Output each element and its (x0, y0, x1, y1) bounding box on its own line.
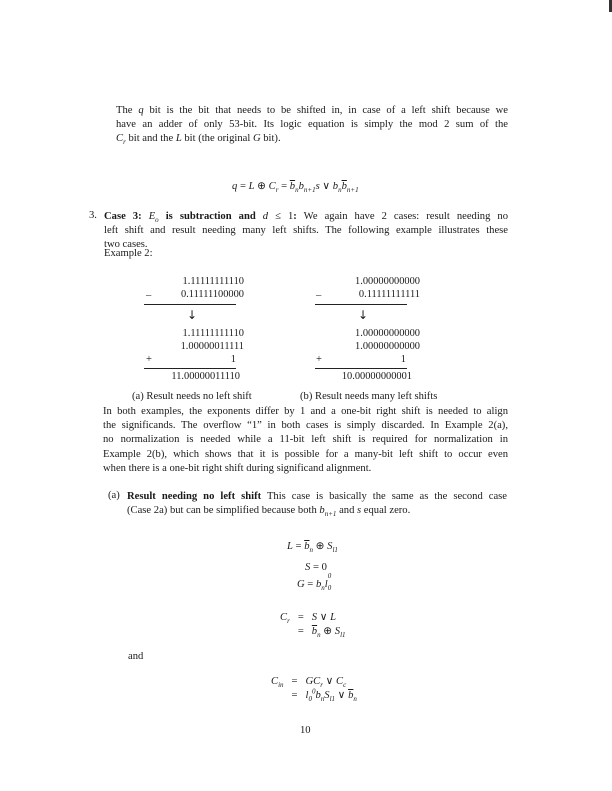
example-label: Example 2: (104, 248, 153, 259)
plus-sign: + (146, 354, 152, 365)
result: 10.00000000001 (341, 371, 412, 382)
rule (144, 368, 236, 369)
lhs: $C_{in}$ (271, 675, 284, 689)
eq-sign: = (291, 689, 298, 701)
down-arrow-icon: ↓ (187, 308, 198, 322)
sum-row-3: 1 (400, 354, 406, 365)
subcase-a-label: (a) (108, 490, 120, 501)
text-line: the significands. The overflow “1” in both cases is simply discarded. In Example 2(a), (103, 420, 508, 432)
text-line: two cases. (104, 239, 148, 251)
eq-sign: = (297, 625, 304, 637)
text-line: (Case 2a) but can be simplified because both $b_{n+1}$ and s equal zero. (127, 505, 411, 519)
text-line: have an adder of only 53-bit. Its logic equation is simply the mod 2 sum of the (116, 119, 508, 131)
text-line: Case 3: $E_o$ is subtraction and d ≤ 1: We again have 2 cases: result needing no (104, 211, 508, 225)
sum-row-1: 1.11111111110 (182, 328, 244, 339)
text-line (127, 490, 507, 504)
subtrahend: 0.11111111111 (358, 289, 420, 300)
equation-q: q = L ⊕ $C_r = \overline{b}_nb_{n+1}s$ ∨ $b_n\overline{b}_{n+1}$ (232, 181, 359, 195)
and-word: and (128, 651, 144, 662)
subcase-a-heading: Result needing no left shift (127, 491, 262, 502)
text-line: Example 2(b), which shows that it is possible for a many-bit left shift to occur even (103, 448, 508, 460)
subcase-a-text: This case is basically the same as the second case (266, 491, 507, 502)
rhs: S ∨ L (311, 612, 337, 623)
rule (315, 368, 407, 369)
eq-sign: = (297, 611, 304, 623)
rhs: $l_0^0b_nS_{l1}$ ∨ $\overline{b}_n$ (305, 687, 357, 704)
page-number: 10 (300, 725, 311, 736)
sum-row-2: 1.00000011111 (180, 341, 244, 352)
paragraph-q-bit (116, 104, 508, 147)
minuend: 1.00000000000 (355, 276, 420, 287)
minus-sign: _ (316, 286, 322, 297)
plus-sign: + (316, 354, 322, 365)
text-line: $C_r$ bit and the L bit (the original G bit). (116, 133, 281, 147)
equation-Cr (276, 610, 350, 638)
sum-row-1: 1.00000000000 (355, 328, 420, 339)
subtrahend: 0.11111100000 (180, 289, 244, 300)
result: 11.00000011110 (171, 371, 240, 382)
caption-a: (a) Result needs no left shift (132, 391, 252, 402)
equation-L: $L = \overline{b}_n$ ⊕ $S_{l1}$ (287, 541, 338, 555)
rule (144, 304, 236, 305)
paragraph-subcase-a (127, 490, 507, 518)
text-line: In both examples, the exponents differ by 1 and a one-bit right shift is needed to align (103, 406, 508, 417)
rule (315, 304, 407, 305)
text-line: no normalization is needed while a 11-bit left shift is required for normalization in (103, 434, 508, 446)
equation-G: $G = b_nl$ 0 $_0$ (297, 572, 332, 593)
lhs: $C_r$ (280, 611, 290, 625)
text-line: when there is a one-bit right shift during significand alignment. (103, 462, 372, 474)
minus-sign: _ (146, 286, 152, 297)
sum-row-3: 1 (230, 354, 236, 365)
sum-row-2: 1.00000000000 (355, 341, 420, 352)
rhs: $\overline{b}_n$ ⊕ $S_{l1}$ (311, 626, 346, 640)
case3-number: 3. (89, 210, 97, 221)
minuend: 1.11111111110 (182, 276, 244, 287)
paragraph-case3 (104, 210, 508, 253)
rhs: $GC_r$ ∨ $C_c$ (305, 676, 347, 690)
equation-Cin (267, 674, 361, 702)
caption-b: (b) Result needs many left shifts (300, 391, 438, 402)
equation-S: S = 0 (305, 562, 327, 573)
down-arrow-icon: ↓ (358, 308, 369, 322)
paragraph-both-examples (103, 405, 508, 476)
text-line: The q bit is the bit that needs to be shifted in, in case of a left shift because we (116, 105, 508, 116)
eq-sign: = (291, 675, 298, 687)
text-line: left shift and result needing many left shifts. The following example illustrates these (104, 225, 508, 237)
